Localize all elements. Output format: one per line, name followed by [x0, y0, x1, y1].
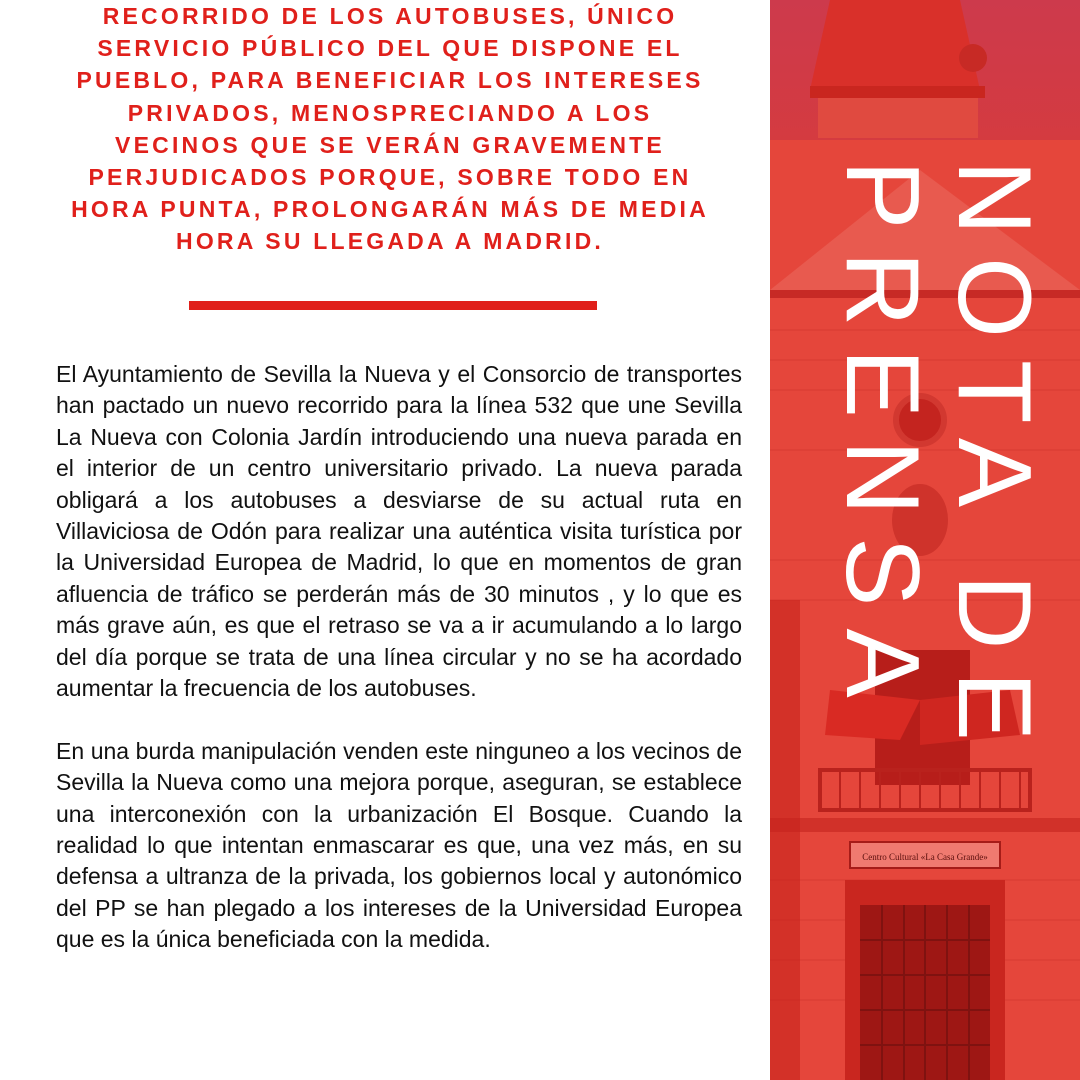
divider-rule: [189, 301, 597, 310]
string-course: [770, 818, 1080, 832]
headline: [40, 0, 740, 258]
headline-line: PUEBLO, PARA BENEFICIAR LOS INTERESES: [76, 67, 704, 94]
headline-line: VECINOS QUE SE VERÁN GRAVEMENTE: [115, 131, 665, 158]
body-paragraph: En una burda manipulación venden este ninguneo a los vecinos de Sevilla la Nueva como una mejora porque, aseguran, se establece una interconexión con la urbanización El Bosque. Cuando la realidad lo que intentan enmascarar es que, una vez más, en su defensa a ultranza de la privada, los gobiernos local y autonómico del PP se han plegado a los intereses de la Universidad Europea que es la única beneficiada con la medida.: [56, 737, 742, 953]
title-line-2: PRENSA: [824, 160, 940, 720]
headline-line: HORA SU LLEGADA A MADRID.: [176, 228, 604, 255]
headline-line: RECORRIDO DE LOS AUTOBUSES, ÚNICO: [102, 3, 678, 29]
headline-line: PERJUDICADOS PORQUE, SOBRE TODO EN: [88, 164, 692, 191]
headline-line: PRIVADOS, MENOSPRECIANDO A LOS: [127, 99, 653, 126]
nota-de-prensa-title: [826, 160, 1050, 763]
finial-ornament: [959, 44, 987, 72]
headline-line: HORA PUNTA, PROLONGARÁN MÁS DE MEDIA: [71, 196, 709, 223]
tree-shadow: [770, 600, 800, 1080]
building-sign-text: Centro Cultural «La Casa Grande»: [862, 852, 988, 862]
tower-roof: [810, 0, 980, 90]
title-line-1: NOTA DE: [936, 160, 1052, 763]
tower-cornice: [810, 86, 985, 98]
headline-line: SERVICIO PÚBLICO DEL QUE DISPONE EL: [97, 35, 683, 62]
tower-body: [818, 98, 978, 138]
body-paragraph: El Ayuntamiento de Sevilla la Nueva y el Consorcio de transportes han pactado un nuevo recorrido para la línea 532 que une Sevilla La Nueva con Colonia Jardín introduciendo una nueva parada en el interior de un centro universitario privado. La nueva parada obligará a los autobuses a desviarse de su actual ruta en Villaviciosa de Odón para realizar una auténtica visita turística por la Universidad Europea de Madrid, lo que en momentos de gran afluencia de tráfico se perderán más de 30 minutos , y lo que es más grave aún, es que el retraso se va a ir acumulando a lo largo del día porque se trata de una línea circular y no se ha acordado aumentar la frecuencia de los autobuses.: [56, 361, 742, 702]
press-release-body: [56, 359, 742, 956]
